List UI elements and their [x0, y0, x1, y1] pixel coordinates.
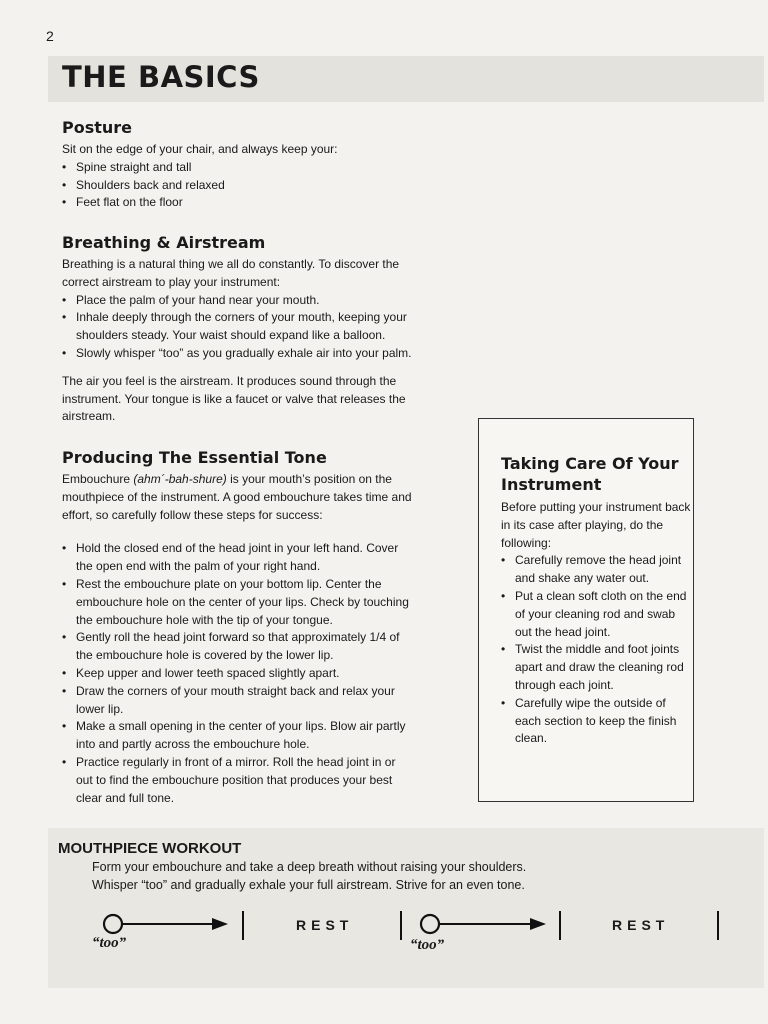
- list-item: • Hold the closed end of the head joint in your left hand. Cover the open end with the palm of your right hand.: [62, 540, 414, 576]
- workout-line-2: Whisper “too” and gradually exhale your full airstream. Strive for an even tone.: [92, 878, 525, 892]
- tone-heading: Producing The Essential Tone: [62, 448, 327, 467]
- list-item: • Carefully remove the head joint and shake any water out.: [501, 552, 691, 588]
- list-item: • Place the palm of your hand near your mouth.: [62, 292, 434, 310]
- workout-instructions: [92, 858, 742, 894]
- page-number: 2: [46, 28, 54, 44]
- too-label: “too”: [92, 935, 127, 951]
- breathing-intro: Breathing is a natural thing we all do constantly. To discover the correct airstream to play your instrument:: [62, 257, 400, 289]
- care-list: [501, 552, 691, 748]
- list-item: • Rest the embouchure plate on your bottom lip. Center the embouchure hole on the center of your lips. Check by touching the embouchure hole with the tip of your tongue.: [62, 576, 414, 629]
- tone-section: [62, 448, 414, 807]
- breathing-section: [62, 233, 434, 426]
- list-item: • Make a small opening in the center of your lips. Blow air partly into and partly across the embouchure hole.: [62, 718, 414, 754]
- posture-intro: Sit on the edge of your chair, and always keep your:: [62, 142, 338, 156]
- posture-list: [62, 159, 462, 212]
- pronunciation: (ahm´-bah-shure): [133, 472, 227, 486]
- care-heading: Taking Care Of Your Instrument: [501, 454, 679, 494]
- list-item: • Put a clean soft cloth on the end of your cleaning rod and swab out the head joint.: [501, 588, 691, 641]
- tone-intro-prefix: Embouchure: [62, 472, 134, 486]
- list-item: • Slowly whisper “too” as you gradually exhale air into your palm.: [62, 345, 434, 363]
- breathing-outro: The air you feel is the airstream. It produces sound through the instrument. Your tongue is like a faucet or valve that releases the airstream.: [62, 373, 406, 424]
- too-label: “too”: [410, 937, 445, 953]
- care-sidebar-box: [478, 418, 694, 802]
- page-title: THE BASICS: [62, 60, 260, 94]
- posture-section: [62, 118, 462, 212]
- tone-list: [62, 540, 414, 807]
- care-intro: Before putting your instrument back in its case after playing, do the following:: [501, 500, 691, 550]
- workout-line-1: Form your embouchure and take a deep breath without raising your shoulders.: [92, 860, 527, 874]
- rest-label: REST: [612, 917, 670, 933]
- list-item: • Keep upper and lower teeth spaced slightly apart.: [62, 665, 414, 683]
- list-item: • Draw the corners of your mouth straight back and relax your lower lip.: [62, 683, 414, 719]
- list-item: • Feet flat on the floor: [62, 194, 462, 212]
- rest-label: REST: [296, 917, 354, 933]
- tone-intro: [62, 471, 414, 524]
- list-item: • Gently roll the head joint forward so that approximately 1/4 of the embouchure hole is covered by the lower lip.: [62, 629, 414, 665]
- posture-heading: Posture: [62, 118, 133, 137]
- workout-heading: MOUTHPIECE WORKOUT: [58, 840, 242, 857]
- list-item: • Practice regularly in front of a mirror. Roll the head joint in or out to find the embouchure position that produces your best clear and full tone.: [62, 754, 414, 807]
- list-item: • Spine straight and tall: [62, 159, 462, 177]
- tone-intro-suffix: is your mouth’s position on the mouthpiece of the instrument. A good embouchure takes time and effort, so carefully follow these steps for success:: [62, 472, 412, 522]
- list-item: • Inhale deeply through the corners of your mouth, keeping your shoulders steady. Your waist should expand like a balloon.: [62, 309, 434, 345]
- list-item: • Carefully wipe the outside of each section to keep the finish clean.: [501, 695, 691, 748]
- breathing-list: [62, 292, 434, 363]
- care-body: [501, 499, 691, 748]
- list-item: • Twist the middle and foot joints apart and draw the cleaning rod through each joint.: [501, 641, 691, 694]
- breathing-heading: Breathing & Airstream: [62, 233, 266, 252]
- list-item: • Shoulders back and relaxed: [62, 177, 462, 195]
